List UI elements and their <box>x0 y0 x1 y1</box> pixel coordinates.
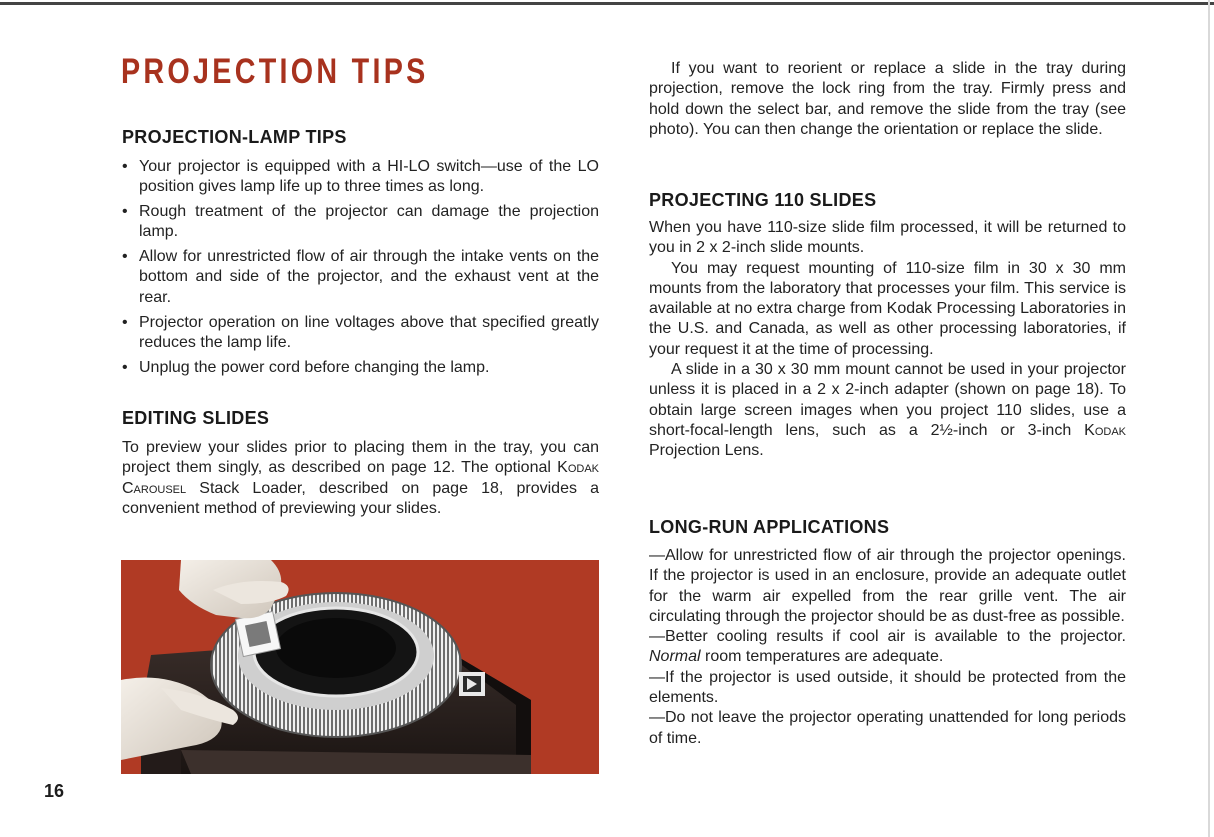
carousel-brand: Carousel <box>122 479 187 497</box>
projecting-110-text-end: Projection Lens. <box>649 442 764 460</box>
projecting-110-paragraph-3 <box>649 360 1126 461</box>
page-number: 16 <box>44 781 65 801</box>
long-run-text-start: —Better cooling results if cool air is available to the projector. <box>649 628 1126 646</box>
projecting-110-paragraph-1: When you have 110-size slide film processed, it will be returned to you in 2 x 2-inch slide mounts. <box>649 219 1126 257</box>
page-edge-line <box>1208 0 1210 837</box>
projecting-110-heading: PROJECTING 110 SLIDES <box>649 190 877 210</box>
projecting-110-text-start: A slide in a 30 x 30 mm mount cannot be used in your projector unless it is placed in a 2 x 2-inch adapter (shown on page 18). To obtain large screen images when you project 110 slides, use a short-focal-length lens, such as a 2½-inch or 3-inch <box>649 361 1126 439</box>
editing-slides-heading: EDITING SLIDES <box>122 408 270 428</box>
editing-text-start: To preview your slides prior to placing them in the tray, you can project them singly, as described on page 12. The optional <box>122 439 599 477</box>
long-run-heading: LONG-RUN APPLICATIONS <box>649 517 890 537</box>
list-item: • Rough treatment of the projector can damage the projection lamp. <box>122 202 599 243</box>
top-border-line <box>0 2 1214 5</box>
projecting-110-section <box>649 218 1126 462</box>
page-title: PROJECTION TIPS <box>121 52 429 91</box>
long-run-paragraph-3: —If the projector is used outside, it should be protected from the elements. <box>649 668 1126 707</box>
long-run-emphasis: Normal <box>649 648 701 666</box>
reorient-paragraph: If you want to reorient or replace a slide in the tray during projection, remove the lock ring from the tray. Firmly press and hold down the select bar, and remove the slide from the tray (see photo). You can then change the orientation or replace the slide. <box>649 60 1126 138</box>
editing-slides-section <box>122 438 599 519</box>
lamp-tips-list <box>122 157 599 378</box>
list-item: • Projector operation on line voltages above that specified greatly reduces the lamp life. <box>122 313 599 354</box>
reorient-section <box>649 59 1126 140</box>
long-run-paragraph-2 <box>649 627 1126 668</box>
list-item: • Unplug the power cord before changing the lamp. <box>122 358 599 378</box>
lamp-tips-heading: PROJECTION-LAMP TIPS <box>122 127 347 147</box>
long-run-section <box>649 546 1126 749</box>
list-item: • Allow for unrestricted flow of air through the intake vents on the bottom and side of the projector, and the exhaust vent at the rear. <box>122 247 599 308</box>
editing-text-end: Stack Loader, described on page 18, provides a convenient method of previewing your slides. <box>122 479 599 517</box>
list-item: • Your projector is equipped with a HI-LO switch—use of the LO position gives lamp life up to three times as long. <box>122 157 599 198</box>
long-run-paragraph-1: —Allow for unrestricted flow of air through the projector openings. If the projector is used in an enclosure, provide an adequate outlet for the warm air expelled from the rear grille vent. The air circulating through the projector should be as dust-free as possible. <box>649 547 1126 625</box>
kodak-brand: Kodak <box>1084 421 1126 439</box>
slide-tray-photo <box>121 560 599 774</box>
kodak-brand: Kodak <box>557 459 599 477</box>
projector-illustration <box>121 560 599 774</box>
long-run-paragraph-4: —Do not leave the projector operating unattended for long periods of time. <box>649 709 1126 747</box>
lamp-tips-section <box>122 157 599 382</box>
editing-slides-paragraph <box>122 438 599 519</box>
projecting-110-paragraph-2: You may request mounting of 110-size film in 30 x 30 mm mounts from the laboratory that processes your film. This service is available at no extra charge from Kodak Processing Laboratories in the U.S. and Canada, as well as other processing laboratories, if your request it at the time of processing. <box>649 259 1126 358</box>
long-run-text-end: room temperatures are adequate. <box>700 648 944 666</box>
